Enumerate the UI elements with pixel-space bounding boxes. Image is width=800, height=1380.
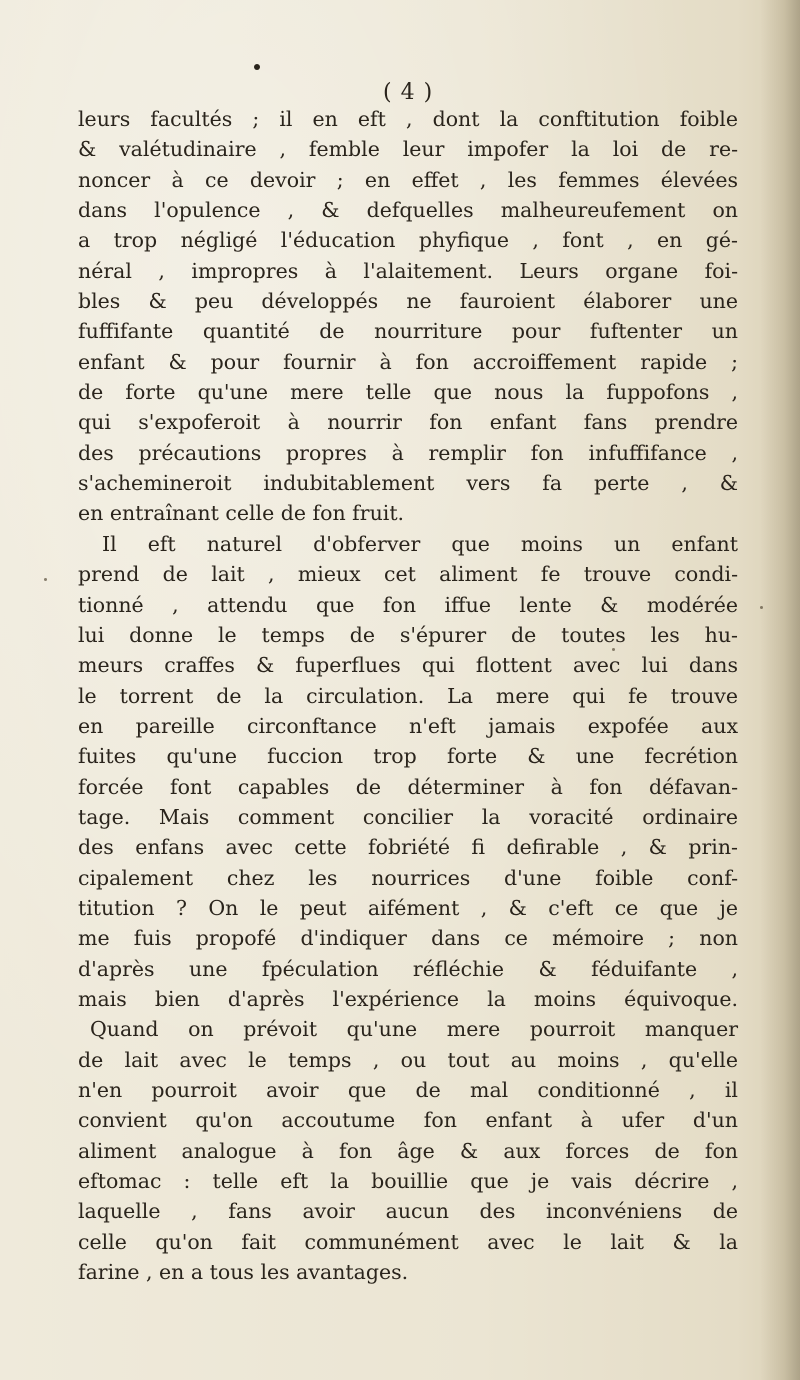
text-line: laquelle , fans avoir aucun des inconvéniens de [78,1199,738,1224]
ink-speck [44,578,47,581]
text-line: d'après une fpéculation réfléchie & féduifante , [78,956,738,981]
text-line: Il eft naturel d'obferver que moins un enfant [102,531,738,556]
text-line: qui s'expoferoit à nourrir fon enfant fans prendre [78,410,738,435]
text-line: mais bien d'après l'expérience la moins équivoque. [78,986,738,1011]
text-line: en pareille circonftance n'eft jamais expofée aux [78,713,738,738]
text-line: dans l'opulence , & defquelles malheureufement on [78,198,738,223]
text-line: & valétudinaire , femble leur impofer la loi de re- [78,137,738,162]
page-number: ( 4 ) [383,80,434,105]
text-line: titution ? On le peut aifément , & c'eft ce que je [78,895,738,920]
text-line: n'en pourroit avoir que de mal conditionné , il [78,1078,738,1102]
text-line: le torrent de la circulation. La mere qui fe trouve [78,683,738,708]
text-line: eftomac : telle eft la bouillie que je vais décrire , [78,1169,738,1194]
text-line: en entraînant celle de fon fruit. [78,501,405,526]
text-line: leurs facultés ; il en eft , dont la conftitution foible [78,107,738,131]
text-line: de lait avec le temps , ou tout au moins , qu'elle [78,1047,738,1072]
text-line: s'achemineroit indubitablement vers fa perte , & [78,471,738,496]
text-line: des précautions propres à remplir fon infuffifance , [78,440,738,465]
text-line: fuites qu'une fuccion trop forte & une fecrétion [78,744,738,769]
text-line: convient qu'on accoutume fon enfant à ufer d'un [78,1108,738,1133]
text-line: lui donne le temps de s'épurer de toutes les hu- [78,622,738,647]
text-line: tage. Mais comment concilier la voracité ordinaire [78,804,738,829]
text-line: cipalement chez les nourrices d'une foible conf- [78,865,738,890]
text-line: de forte qu'une mere telle que nous la fuppofons , [78,380,738,405]
page-edge-shadow [760,0,800,1380]
text-line: meurs craffes & fuperflues qui flottent avec lui dans [78,653,738,678]
text-line: noncer à ce devoir ; en effet , les femmes élevées [78,167,738,192]
ink-dot [254,64,260,70]
text-line: fuffifante quantité de nourriture pour fuftenter un [78,319,738,344]
text-line: tionné , attendu que fon iffue lente & modérée [78,592,738,617]
text-line: des enfans avec cette fobriété fi defirable , & prin- [78,835,738,860]
body-text [78,104,738,1287]
text-line: aliment analogue à fon âge & aux forces de fon [78,1138,738,1163]
text-line: Quand on prévoit qu'une mere pourroit manquer [90,1017,738,1042]
text-line: celle qu'on fait communément avec le lait & la [78,1229,738,1254]
text-line: a trop négligé l'éducation phyfique , font , en gé- [78,228,738,253]
text-line: néral , impropres à l'alaitement. Leurs organe foi- [78,258,738,283]
ink-speck [760,606,763,609]
text-line: farine , en a tous les avantages. [78,1260,409,1285]
text-line: enfant & pour fournir à fon accroiffement rapide ; [78,349,738,374]
text-line: forcée font capables de déterminer à fon défavan- [78,774,738,799]
text-line: me fuis propofé d'indiquer dans ce mémoire ; non [78,926,738,951]
text-line: prend de lait , mieux cet aliment fe trouve condi- [78,562,738,587]
text-line: bles & peu développés ne fauroient élaborer une [78,289,738,314]
